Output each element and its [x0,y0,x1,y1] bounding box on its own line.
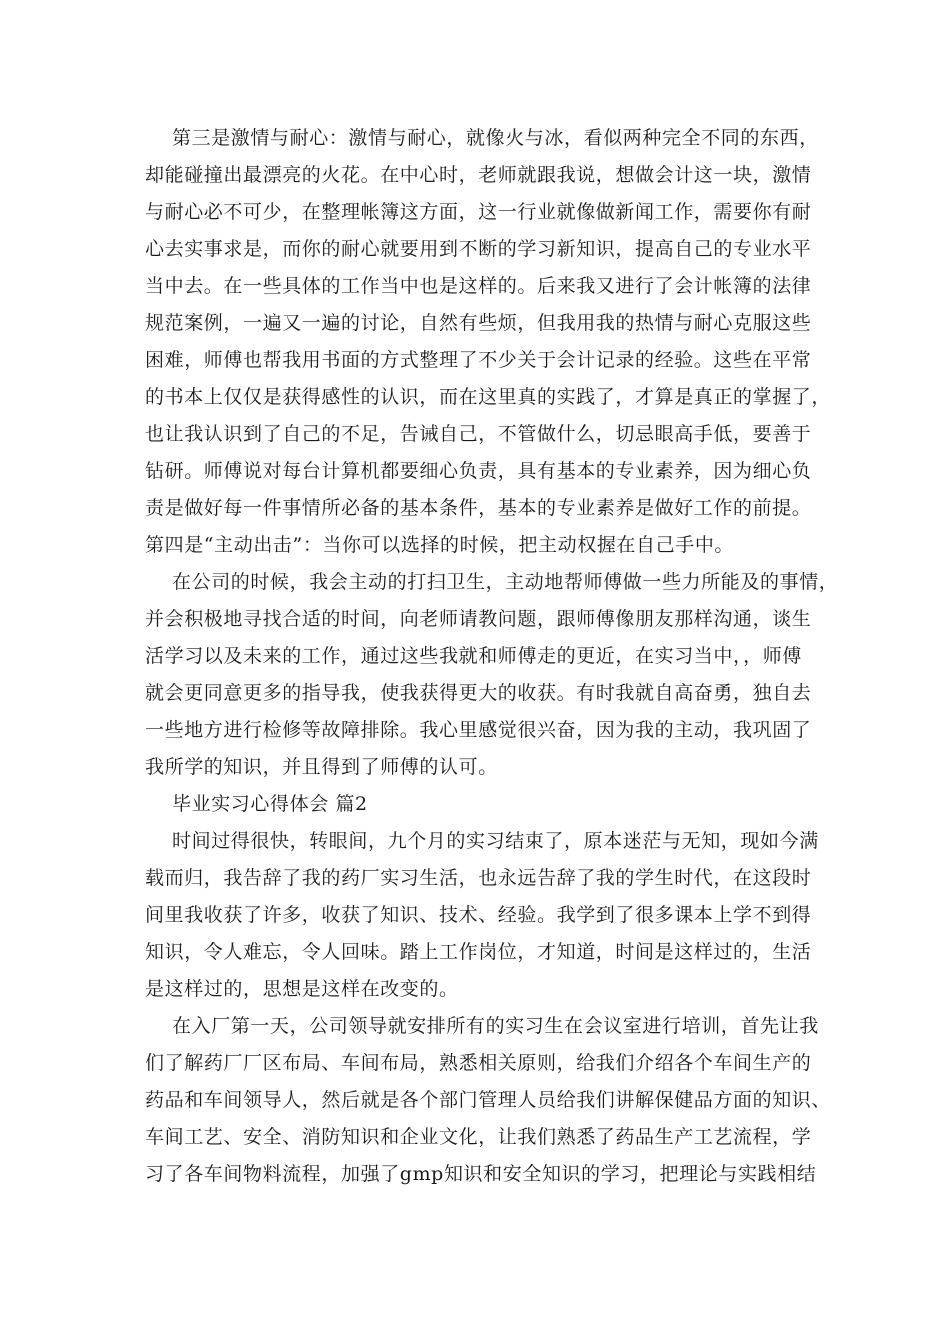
text-line: 第三是激情与耐心：激情与耐心，就像火与冰，看似两种完全不同的东西， [172,127,819,149]
text-line: 是这样过的，思想是这样在改变的。 [145,978,459,1000]
text-line: 责是做好每一件事情所必备的基本条件，基本的专业素养是做好工作的前提。 [145,497,812,519]
text-line: 心去实事求是，而你的耐心就要用到不断的学习新知识，提高自己的专业水平 [145,238,812,260]
text-line: 时间过得很快，转眼间，九个月的实习结束了，原本迷茫与无知，现如今满 [172,830,819,852]
text-line: 当中去。在一些具体的工作当中也是这样的。后来我又进行了会计帐簿的法律 [145,275,812,297]
text-line: 车间工艺、安全、消防知识和企业文化，让我们熟悉了药品生产工艺流程，学 [145,1126,812,1148]
text-line: 习了各车间物料流程，加强了gmp知识和安全知识的学习，把理论与实践相结 [145,1163,817,1185]
text-line: 一些地方进行检修等故障排除。我心里感觉很兴奋，因为我的主动，我巩固了 [145,719,812,741]
text-line: 第四是“主动出击”：当你可以选择的时候，把主动权握在自己手中。 [145,534,735,556]
text-line: 在入厂第一天，公司领导就安排所有的实习生在会议室进行培训，首先让我 [172,1015,819,1037]
section-heading: 毕业实习心得体会 篇2 [172,793,368,815]
text-line: 我所学的知识，并且得到了师傅的认可。 [145,756,498,778]
text-line: 载而归，我告辞了我的药厂实习生活，也永远告辞了我的学生时代，在这段时 [145,867,812,889]
text-line: 药品和车间领导人，然后就是各个部门管理人员给我们讲解保健品方面的知识、 [145,1089,832,1111]
text-line: 们了解药厂厂区布局、车间布局，熟悉相关原则，给我们介绍各个车间生产的 [145,1052,812,1074]
text-line: 却能碰撞出最漂亮的火花。在中心时，老师就跟我说，想做会计这一块，激情 [145,164,812,186]
text-line: 与耐心必不可少，在整理帐簿这方面，这一行业就像做新闻工作，需要你有耐 [145,201,812,223]
text-line: 知识，令人难忘，令人回味。踏上工作岗位，才知道，时间是这样过的，生活 [145,941,812,963]
text-line: 规范案例，一遍又一遍的讨论，自然有些烦，但我用我的热情与耐心克服这些 [145,312,812,334]
text-line: 也让我认识到了自己的不足，告诫自己，不管做什么，切忌眼高手低，要善于 [145,423,812,445]
text-line: 的书本上仅仅是获得感性的认识，而在这里真的实践了，才算是真正的掌握了， [145,386,832,408]
text-line: 间里我收获了许多，收获了知识、技术、经验。我学到了很多课本上学不到得 [145,904,812,926]
text-line: 在公司的时候，我会主动的打扫卫生，主动地帮师傅做一些力所能及的事情， [172,571,839,593]
text-line: 活学习以及未来的工作，通过这些我就和师傅走的更近，在实习当中，，师傅 [145,645,802,667]
text-line: 就会更同意更多的指导我，使我获得更大的收获。有时我就自高奋勇，独自去 [145,682,812,704]
text-line: 钻研。师傅说对每台计算机都要细心负责，具有基本的专业素养，因为细心负 [145,460,812,482]
text-line: 并会积极地寻找合适的时间，向老师请教问题，跟师傅像朋友那样沟通，谈生 [145,608,812,630]
text-line: 困难，师傅也帮我用书面的方式整理了不少关于会计记录的经验。这些在平常 [145,349,812,371]
